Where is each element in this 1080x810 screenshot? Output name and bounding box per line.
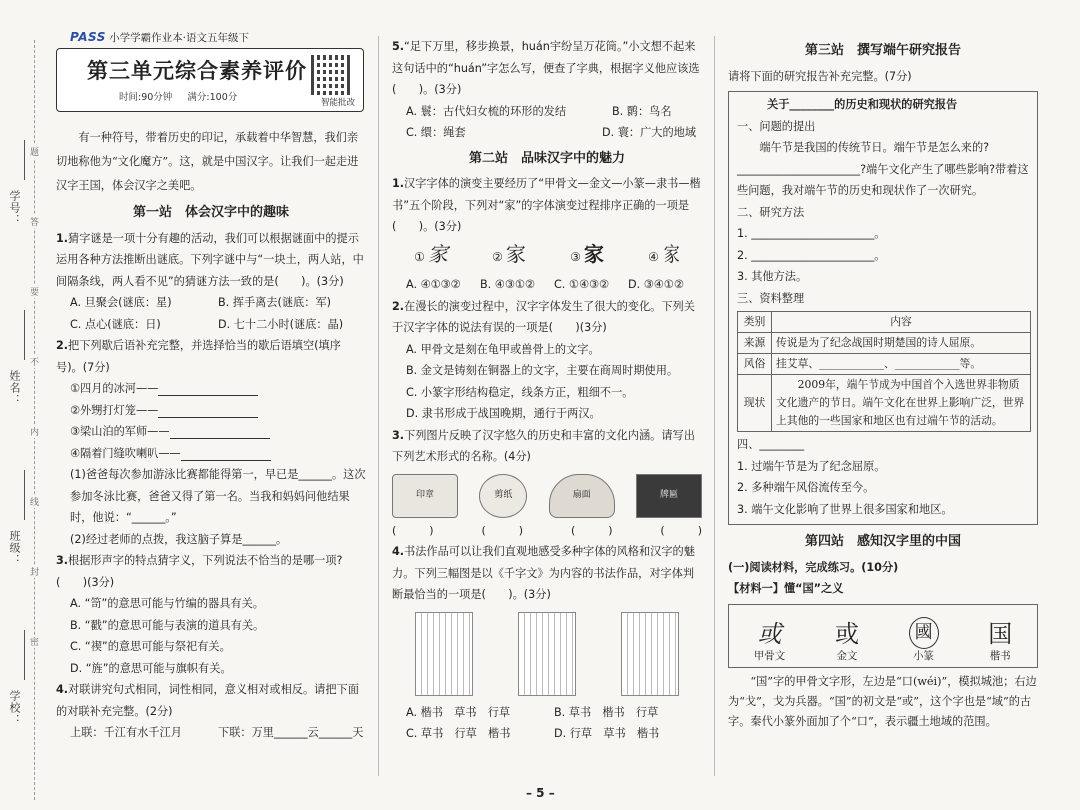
line-char: 封 — [30, 565, 39, 578]
art-answer-row — [392, 520, 702, 542]
student-id-field[interactable] — [24, 140, 25, 180]
column-divider — [714, 36, 715, 776]
option[interactable]: C. “禊”的意思可能与祭祀有关。 — [70, 640, 231, 653]
qr-code-icon[interactable] — [311, 55, 351, 95]
brand-logo: PASS — [70, 30, 106, 44]
art-images-row — [392, 474, 702, 518]
table-row — [738, 354, 1031, 375]
q5-options-cd — [392, 122, 702, 144]
method-text: 3. 其他方法。 — [737, 270, 808, 283]
q2-item: ③梁山泊的军师—— — [56, 421, 366, 443]
method-blank[interactable]: 1. ______________________。 — [737, 227, 886, 240]
binding-margin — [0, 30, 44, 800]
table-row — [738, 375, 1031, 432]
question-1-2: 2.把下列歇后语补充完整，并选择恰当的歇后语填空(填序号)。(7分) — [56, 339, 341, 374]
question-1-1: 1.猜字谜是一项十分有趣的活动，我们可以根据谜面中的提示运用各种方法推断出谜底。下列字谜中与“一块土，两人站，中间隔条线，两人看不见”的猜谜方法一致的是( )。(3分) — [56, 231, 364, 288]
part-1-heading: (一)阅读材料，完成练习。(10分) — [728, 560, 899, 574]
column-1 — [56, 198, 366, 744]
option[interactable]: A. 旦聚会(谜底：星) — [70, 296, 172, 309]
q2-item: ①四月的冰河—— — [56, 378, 366, 400]
section-text[interactable]: 端午节是我国的传统节日。端午节是怎么来的?______________________?端午文化产生了哪些影响?带着这些问题，我对端午节的历史和现状作了一次研究。 — [737, 141, 1029, 197]
option[interactable]: A. ④①③② — [406, 278, 461, 291]
answer-paren[interactable]: ( ) — [660, 523, 702, 537]
option[interactable]: B. ④③①② — [480, 278, 535, 291]
brand-header — [70, 30, 249, 45]
report-title[interactable]: 关于________的历史和现状的研究报告 — [767, 98, 958, 111]
column-3 — [728, 36, 1038, 732]
fan-image: 扇面 — [549, 474, 615, 518]
section-heading: 一、问题的提出 — [737, 119, 816, 133]
school-label: 学校： — [8, 690, 21, 726]
info-table — [737, 311, 1031, 432]
guo-form: 或 甲骨文 — [753, 619, 786, 662]
title-box — [56, 48, 364, 112]
full-score: 满分:100分 — [187, 92, 238, 103]
column-divider — [378, 36, 379, 776]
guo-explanation: “国”字的甲骨文字形，左边是“口(wéi)”，模拟城池；右边为“戈”，戈为兵器。“国”的初文是“或”，这个字也是“域”的古字。秦代小篆外面加了个“口”，表示疆土地域的范围。 — [728, 674, 1037, 728]
option[interactable]: D. 七十二小时(谜底：晶) — [218, 317, 344, 331]
q2-sub1: (1)爸爸每次参加游泳比赛都能得第一，早已是______。这次参加冬泳比赛，爸爸又得了第一名。当我和妈妈问他结果时，他说：“______。” — [70, 468, 366, 524]
question-2-1: 1.汉字字体的演变主要经历了“甲骨文—金文—小篆—隶书—楷书”五个阶段，下列对“家”的字体演变过程排序正确的一项是( )。(3分) — [392, 177, 701, 233]
option[interactable]: B. 金文是铸刻在铜器上的文字，主要在商周时期使用。 — [406, 364, 679, 377]
intro-text: 有一种符号，带着历史的印记，承载着中华智慧，我们亲切地称他为“文化魔方”。这，就是中国汉字。让我们一起走进汉字王国，体会汉字之美吧。 — [56, 131, 359, 192]
calligraphy-image — [621, 612, 679, 696]
couplet — [56, 722, 366, 744]
jia-form: ① 家 — [414, 241, 448, 266]
table-row — [738, 333, 1031, 354]
guo-evolution-box — [728, 604, 1038, 668]
station-2-title: 第二站 品味汉字中的魅力 — [468, 150, 625, 166]
class-field[interactable] — [24, 470, 25, 520]
option[interactable]: D. “旌”的意思可能与旗帜有关。 — [70, 661, 232, 675]
calligraphy-row — [392, 612, 702, 696]
row-key: 风俗 — [738, 354, 772, 375]
option[interactable]: A. 甲骨文是刻在龟甲或兽骨上的文字。 — [406, 342, 600, 356]
material-1-title: 【材料一】懂“国”之义 — [728, 582, 844, 595]
guo-form: 國 小篆 — [909, 617, 939, 663]
option[interactable]: B. 鹮：鸟名 — [612, 104, 672, 118]
option[interactable]: C. 草书 行草 楷书 — [406, 727, 511, 740]
conclusion-item: 1. 过端午节是为了纪念屈原。 — [737, 459, 886, 473]
line-char: 内 — [30, 425, 39, 438]
answer-blank[interactable] — [170, 425, 270, 439]
name-label: 姓名： — [8, 370, 21, 406]
option[interactable]: C. 缳：绳套 — [406, 126, 466, 139]
page-number: – 5 – — [526, 786, 555, 800]
section-heading: 三、资料整理 — [737, 291, 805, 305]
table-header — [738, 312, 1031, 333]
station-4-title: 第四站 感知汉字里的中国 — [804, 534, 961, 549]
method-blank[interactable]: 2. ______________________。 — [737, 248, 886, 262]
option[interactable]: D. 隶书形成于战国晚期，通行于两汉。 — [406, 407, 601, 420]
jia-form: ④ 家 — [648, 241, 679, 266]
line-char: 密 — [30, 635, 39, 648]
jia-form: ② 家 — [492, 241, 526, 266]
answer-paren[interactable]: ( ) — [392, 523, 434, 537]
q1-options-ab — [56, 292, 366, 314]
option[interactable]: A. 鬟：古代妇女梳的环形的发结 — [406, 104, 567, 118]
school-field[interactable] — [24, 630, 25, 680]
q5-options-ab — [392, 101, 702, 123]
question-2-4: 4.书法作品可以让我们直观地感受多种字体的风格和汉字的魅力。下列三幅图是以《千字文》为内容的书法作品，对字体判断最恰当的一项是( )。(3分) — [392, 545, 695, 601]
row-key: 来源 — [738, 333, 772, 354]
column-2 — [392, 36, 702, 745]
option[interactable]: B. 挥手离去(谜底：军) — [218, 296, 332, 309]
page-title: 第三单元综合素养评价 — [87, 58, 307, 83]
guo-form: 或 金文 — [834, 619, 859, 662]
line-char: 答 — [30, 215, 39, 228]
option[interactable]: D. 行草 草书 楷书 — [554, 727, 660, 740]
table-header-cell: 类别 — [738, 312, 772, 333]
jia-evolution-row — [392, 241, 702, 269]
student-id-label: 学号： — [8, 190, 21, 226]
section-heading: 二、研究方法 — [737, 205, 805, 219]
station-3-title: 第三站 撰写端午研究报告 — [804, 43, 961, 58]
answer-blank[interactable] — [158, 382, 258, 396]
option[interactable]: A. 楷书 草书 行草 — [406, 705, 511, 719]
option[interactable]: B. “戳”的意思可能与表演的道具有关。 — [70, 618, 265, 632]
seal-image: 印章 — [392, 474, 458, 518]
option[interactable]: C. 点心(谜底：日) — [70, 317, 161, 331]
line-char: 线 — [30, 495, 39, 508]
answer-paren[interactable]: ( ) — [570, 523, 613, 537]
s2q4-options-ab — [392, 702, 702, 724]
calligraphy-image — [518, 612, 576, 696]
question-2-3: 3.下列图片反映了汉字悠久的历史和丰富的文化内涵。请写出下列艺术形式的名称。(4分) — [392, 428, 695, 463]
couplet-up: 上联：千江有水千江月 — [70, 726, 182, 739]
answer-paren[interactable]: ( ) — [481, 523, 524, 537]
plaque-image: 牌匾 — [636, 474, 702, 518]
q2-sub2: (2)经过老师的点拨，我这脑子算是______。 — [70, 532, 288, 546]
answer-blank[interactable] — [158, 404, 258, 418]
s2q4-options-cd — [392, 723, 702, 745]
answer-blank[interactable] — [181, 447, 271, 461]
exam-meta — [119, 89, 237, 103]
couplet-down[interactable]: 下联：万里______云______天 — [218, 726, 364, 739]
name-field[interactable] — [24, 310, 25, 360]
line-char: 题 — [30, 145, 39, 158]
row-value: 2009年，端午节成为中国首个入选世界非物质文化遗产的节日。端午文化在世界上影响广泛，世界上其他的一些国家和地区也有过端午节的活动。 — [772, 375, 1031, 432]
section-heading[interactable]: 四、________ — [737, 438, 805, 451]
time-limit: 时间:90分钟 — [119, 92, 173, 103]
jia-form: ③ 家 — [570, 241, 604, 266]
guo-form: 国 楷书 — [988, 619, 1013, 662]
calligraphy-image — [415, 612, 473, 696]
line-char: 要 — [30, 285, 39, 298]
option[interactable]: A. “笥”的意思可能与竹编的器具有关。 — [70, 597, 264, 610]
q2-item: ④隔着门缝吹喇叭—— — [56, 443, 366, 465]
station-1-title: 第一站 体会汉字中的趣味 — [132, 205, 289, 220]
station-3-lead: 请将下面的研究报告补充完整。(7分) — [728, 69, 912, 83]
papercut-image: 剪纸 — [479, 474, 527, 518]
option[interactable]: C. ①④③② — [554, 278, 610, 291]
option[interactable]: D. 寰：广大的地域 — [602, 126, 697, 139]
class-label: 班级： — [8, 530, 21, 566]
question-1-4: 4.对联讲究句式相同，词性相同，意义相对或相反。请把下面的对联补充完整。(2分) — [56, 683, 359, 718]
table-header-cell: 内容 — [772, 312, 1031, 333]
option[interactable]: D. ③④①② — [628, 278, 684, 291]
q1-options-cd — [56, 314, 366, 336]
report-box — [728, 91, 1038, 525]
question-2-2: 2.在漫长的演变过程中，汉字字体发生了很大的变化。下列关于汉字字体的说法有误的一项是( )(3分) — [392, 299, 695, 334]
question-1-3: 3.根据形声字的特点猜字义，下列说法不恰当的是哪一项?( )(3分) — [56, 554, 343, 589]
conclusion-item: 2. 多种端午风俗流传至今。 — [737, 481, 875, 494]
row-key: 现状 — [738, 375, 772, 432]
qr-label: 智能批改 — [320, 98, 355, 108]
line-char: 不 — [30, 355, 39, 368]
row-value[interactable]: 挂艾草、____________、____________等。 — [772, 354, 1031, 375]
s2q1-options — [392, 274, 702, 296]
row-value: 传说是为了纪念战国时期楚国的诗人屈原。 — [772, 333, 1031, 354]
q2-item: ②外甥打灯笼—— — [56, 400, 366, 422]
conclusion-item: 3. 端午文化影响了世界上很多国家和地区。 — [737, 502, 953, 516]
option[interactable]: B. 草书 楷书 行草 — [554, 705, 659, 719]
option[interactable]: C. 小篆字形结构稳定，线条方正，粗细不一。 — [406, 385, 634, 399]
question-1-5: 5.“足下万里，移步换景，huán宇纷呈万花筒。”小文想不起来这句话中的“huán”字怎么写，便查了字典，根据字义他应该选( )。(3分) — [392, 40, 700, 96]
brand-text: 小学学霸作业本·语文五年级下 — [109, 32, 250, 44]
